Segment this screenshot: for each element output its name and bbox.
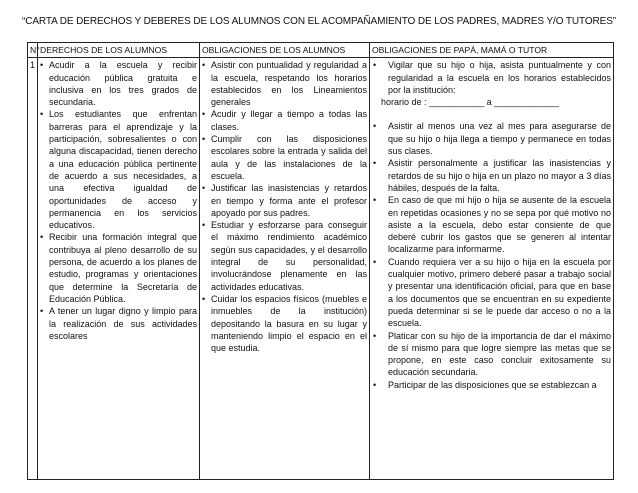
header-obligaciones-padres: OBLIGACIONES DE PAPÁ, MAMÁ O TUTOR: [370, 43, 614, 58]
table-row: [28, 58, 614, 480]
list-item: • Recibir una formación integral que contribuya al pleno desarrollo de su persona, de acuerdo a los planes de estudio, programas y orientaciones que determine la Secretaría de Educación Pública.: [40, 231, 197, 305]
schedule-line: horario de : ___________ a _____________: [381, 97, 560, 108]
list-item: • Asistir con puntualidad y regularidad a la escuela, respetando los horarios establecidos en los Lineamientos generales: [202, 59, 367, 108]
obligaciones-padres-cell: [370, 58, 614, 480]
list-item: • Participar de las disposiciones que se establezcan a: [372, 379, 611, 391]
list-item: • Justificar las inasistencias y retardos en tiempo y forma ante el profesor apoyado por sus padres.: [202, 182, 367, 219]
list-item: • Cumplir con las disposiciones escolares sobre la entrada y salida del aula y de las instalaciones de la escuela.: [202, 133, 367, 182]
spacer: [372, 108, 611, 120]
list-item: • Acudir a la escuela y recibir educación pública gratuita e inclusiva en los tres grados de secundaria.: [40, 59, 197, 108]
list-item: • Estudiar y esforzarse para conseguir el máximo rendimiento académico según sus capacidades, y el desarrollo integral de su personalidad, involucrándose plenamente en las actividades educativas.: [202, 219, 367, 293]
list-item: • Cuando requiera ver a su hijo o hija en la escuela por cualquier motivo, primero deberé pasar a trabajo social y presentar una identificación oficial, para que en base a los documentos que se encuentran en su expediente pueda determinar si se le puede dar acceso o no a la escuela.: [372, 256, 611, 330]
list-item: • Acudir y llegar a tiempo a todas las clases.: [202, 108, 367, 133]
list-item: • Los estudiantes que enfrentan barreras para el aprendizaje y la participación, sobresalientes o con alguna discapacidad, tienen derecho a una educación pública pertinente de acuerdo a sus necesidades, a una efectiva igualdad de oportunidades de acceso y permanencia en los servicios educativos.: [40, 108, 197, 231]
list-item: • En caso de que mi hijo o hija se ausente de la escuela en repetidas ocasiones y no se sepa por qué motivo no asiste a la escuela, debo estar consiente de que deberé cubrir los gastos que se generen al intentar localizarme para informarme.: [372, 194, 611, 255]
header-number: N°: [28, 43, 38, 58]
list-item: • Asistir al menos una vez al mes para asegurarse de que su hijo o hija llega a tiempo y permanece en todas sus clases.: [372, 120, 611, 157]
header-derechos: DERECHOS DE LOS ALUMNOS: [38, 43, 200, 58]
rights-duties-table: [27, 42, 614, 480]
header-obligaciones-alumnos: OBLIGACIONES DE LOS ALUMNOS: [200, 43, 370, 58]
row-number: 1: [28, 58, 38, 480]
table-header-row: [28, 43, 614, 58]
list-item: • Platicar con su hijo de la importancia de dar el máximo de sí mismo para que logre siempre las metas que se propone, en este caso concluir exitosamente su educación secundaria.: [372, 330, 611, 379]
list-item: • A tener un lugar digno y limpio para la realización de sus actividades escolares: [40, 305, 197, 342]
obligaciones-alumnos-cell: [200, 58, 370, 480]
list-item: • Cuidar los espacios físicos (muebles e inmuebles de la institución) depositando la basura en su lugar y manteniendo limpio el espacio en el que estudia.: [202, 293, 367, 354]
list-item: • Vigilar que su hijo o hija, asista puntualmente y con regularidad a la escuela en los horarios establecidos por la institución:: [372, 59, 611, 96]
list-item: • Asistir personalmente a justificar las inasistencias y retardos de su hijo o hija en un plazo no mayor a 3 días hábiles, después de la falta.: [372, 157, 611, 194]
document-title: “CARTA DE DERECHOS Y DEBERES DE LOS ALUMNOS CON EL ACOMPAÑAMIENTO DE LOS PADRES, MADRES Y/O TUTORES”: [21, 16, 617, 27]
derechos-cell: [38, 58, 200, 480]
